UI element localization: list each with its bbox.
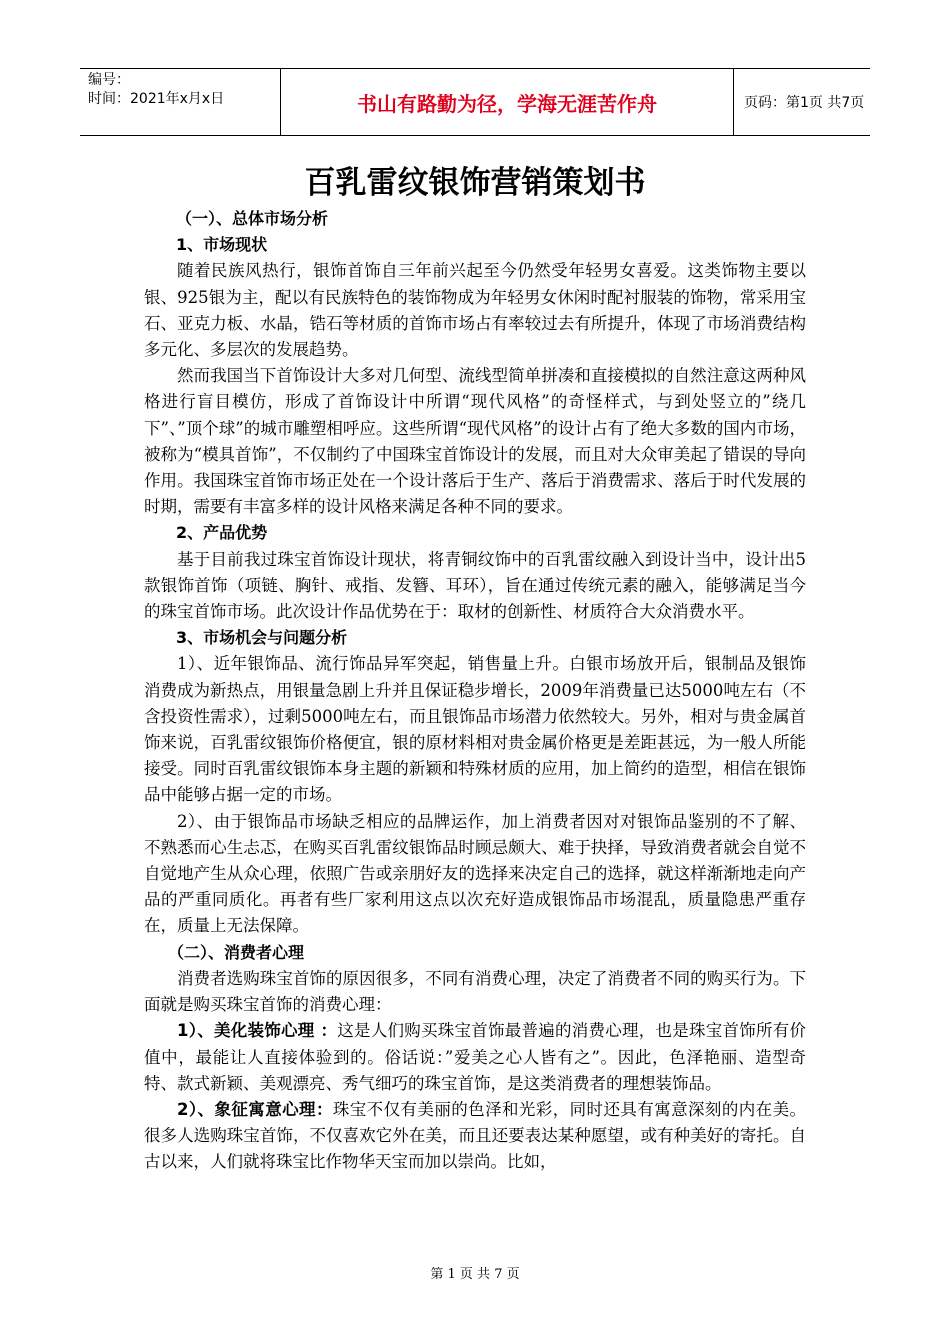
document-title: 百乳雷纹银饰营销策划书 xyxy=(304,165,646,201)
header-table xyxy=(80,68,870,136)
beautify-text: 这是人们购买珠宝首饰最普遍的消费心理，也是珠宝首饰所有价值中，最能让人直接体验到的。俗话说：”爱美之心人皆有之”。因此，色泽艳丽、造型奇特、款式新颖、美观漂亮、秀气细巧的珠宝首饰，是这类消费者的理想装饰品。 xyxy=(144,1021,806,1093)
paragraph-opportunity: 1）、近年银饰品、流行饰品异军突起，销售量上升。白银市场放开后，银制品及银饰消费成为新热点，用银量急剧上升并且保证稳步增长，2009年消费量已达5000吨左右（不含投资性需求），过剩5000吨左右，而且银饰品市场潜力依然较大。另外，相对与贵金属首饰来说，百乳雷纹银饰价格便宜，银的原材料相对贵金属价格更是差距甚远，为一般人所能接受。同时百乳雷纹银饰本身主题的新颖和特殊材质的应用，加上简约的造型，相信在银饰品中能够占据一定的市场。 xyxy=(144,654,806,805)
document-body xyxy=(144,206,806,1176)
header-page-label: 页码：第1页 共7页 xyxy=(744,95,865,111)
sub1-heading: 1、市场现状 xyxy=(176,235,268,255)
section2-heading: （二）、消费者心理 xyxy=(168,942,305,962)
paragraph-problem: 2）、由于银饰品市场缺乏相应的品牌运作，加上消费者因对对银饰品鉴别的不了解、不熟悉而心生忐忑，在购买百乳雷纹银饰品时顾忌颇大、难于抉择，导致消费者就会自觉不自觉地产生从众心理，依照广告或亲朋好友的选择来决定自己的选择，就这样渐渐地走向产品的严重同质化。再者有些厂家利用这点以次充好造成银饰品市场混乱，质量隐患严重存在，质量上无法保障。 xyxy=(144,811,806,936)
header-motto: 书山有路勤为径，学海无涯苦作舟 xyxy=(280,69,734,135)
document-time-label: 时间：2021年x月x日 xyxy=(88,91,225,107)
paragraph-consumer-intro: 消费者选购珠宝首饰的原因很多，不同有消费心理，决定了消费者不同的购买行为。下面就是购买珠宝首饰的消费心理： xyxy=(144,968,806,1015)
paragraph-design-criticism: 然而我国当下首饰设计大多对几何型、流线型简单拼凑和直接模拟的自然注意这两种风格进行盲目模仿，形成了首饰设计中所谓“现代风格”的奇怪样式，与到处竖立的”绕几下”、”顶个球”的城市雕塑相呼应。这些所谓“现代风格”的设计占有了绝大多数的国内市场，被称为“模具首饰”，不仅制约了中国珠宝首饰设计的发展，而且对大众审美起了错误的导向作用。我国珠宝首饰市场正处在一个设计落后于生产、落后于消费需求、落后于时代发展的时期，需要有丰富多样的设计风格来满足各种不同的要求。 xyxy=(144,366,806,517)
paragraph-beautify-psychology xyxy=(144,1018,806,1097)
header-info-cell xyxy=(80,69,280,135)
page-footer: 第 1 页 共 7 页 xyxy=(430,1267,520,1282)
symbolic-text: 珠宝不仅有美丽的色泽和光彩，同时还具有寓意深刻的内在美。很多人选购珠宝首饰，不仅喜欢它外在美，而且还要表达某种愿望，或有种美好的寄托。自古以来，人们就将珠宝比作物华天宝而加以崇尚。比如， xyxy=(144,1099,806,1172)
sub2-heading: 2、产品优势 xyxy=(176,523,268,543)
paragraph-product-advantage: 基于目前我过珠宝首饰设计现状，将青铜纹饰中的百乳雷纹融入到设计当中，设计出5款银饰首饰（项链、胸针、戒指、发簪、耳环），旨在通过传统元素的融入，能够满足当今的珠宝首饰市场。此次设计作品优势在于：取材的创新性、材质符合大众消费水平。 xyxy=(144,549,806,622)
sub3-heading: 3、市场机会与问题分析 xyxy=(176,628,348,648)
paragraph-market-status: 随着民族风热行，银饰首饰自三年前兴起至今仍然受年轻男女喜爱。这类饰物主要以银、925银为主，配以有民族特色的装饰物成为年轻男女休闲时配衬服装的饰物，常采用宝石、亚克力板、水晶，锆石等材质的首饰市场占有率较过去有所提升，体现了市场消费结构多元化、多层次的发展趋势。 xyxy=(144,261,806,360)
document-number-label: 编号： xyxy=(88,72,130,88)
paragraph-symbolic-psychology xyxy=(144,1097,806,1176)
symbolic-lead: 2）、象征寓意心理： xyxy=(177,1099,333,1119)
section1-heading: （一）、总体市场分析 xyxy=(176,209,329,228)
beautify-lead: 1）、美化装饰心理 ： xyxy=(177,1021,338,1041)
